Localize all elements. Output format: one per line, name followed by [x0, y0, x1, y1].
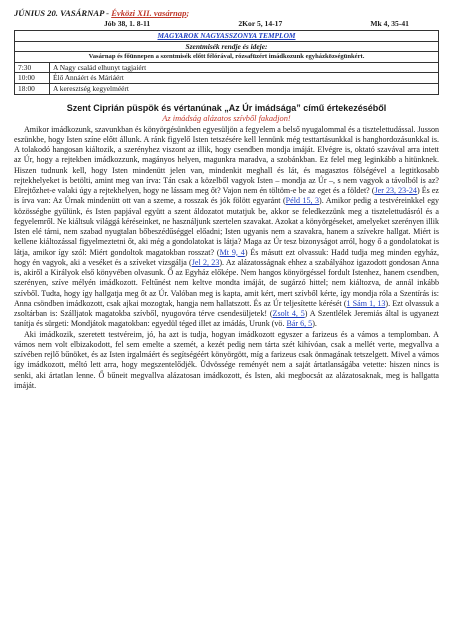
paragraph-2: Aki imádkozik, szeretett testvéreim, jó, ha azt is tudja, hogyan imádkozott egyszer a farizeus és a vámos a templomban. A vámos nem volt elbizakodott, fel sem emelte a szemét, a kezét pedig nem tárta szét kihívóan, csak a mellét verte, megvallva a szívében rejlő bűnöket, és az Isten irgalmáért és segítségéért könyörgött, míg a farizeus csak önmagának tetszelgett. Mivel a vámos így imádkozott, méltó lett arra, hogy megszentelődjék. Üdvössége reményét nem a saját ártatlanságába vetette: hiszen nincs is senki, aki ártatlan lenne. Ő bűneit megvallva alázatosan imádkozott, és Isten, aki megbocsát az alázatosaknak, meg is hallgatta imáját.	[14, 329, 439, 390]
article-body	[14, 125, 439, 392]
table-row	[15, 83, 439, 94]
paragraph-text: ) És másutt ezt olvassuk: Hadd tudja meg minden egyház, hogy én vagyok, aki a veséket és a szíveket vizsgálja (	[14, 247, 440, 267]
paragraph-1	[14, 125, 439, 330]
article-subtitle: Az imádság alázatos szívből fakadjon!	[162, 113, 291, 123]
mass-intention: A keresztség kegyelméért	[50, 83, 439, 94]
paragraph-text: ). Ezt olvassuk a zsoltárban is: Szálljatok magatokba szívből, nyugovóra térve csendesüljetek! (	[14, 298, 440, 319]
rosary-note: Vasárnap és főünnepen a szentmisék előtt félórával, rózsafüzért imádkozunk egyházközségünkért.	[15, 52, 439, 63]
paragraph-text: ). Amikor pedig a testvéreinkkel egy közösségbe gyűlünk, és Isten papjával együtt a szent áldozatot mutatjuk be, akkor se feledkezzünk meg a tisztelettudásról és a fegyelemről. Ne kiáltsuk világgá kéréseinket, ne használjunk szertelen szavakat. Azokat a könyörgéseket, amelyeket szerényen illik Isten elé tárni, nem szabad nyugtalan bőbeszédűséggel előadni; Isten ugyanis nem a szavakra, hanem a szívekre hallgat. Miért is kellene kiáltozással figyelmeztetni őt, aki még a gondolatokat is látja? Maga az Úr tesz bizonyságot arról, hogy ő a gondolatokat is látja, amikor így szól: Miért gondoltok magatokban rosszat? (	[14, 196, 440, 257]
schedule-subtitle: Szentmisék rendje és ideje:	[15, 41, 439, 52]
readings-line	[14, 19, 439, 29]
paragraph-text: ) A Szentlélek Jeremiás által is ugyanezt tanítja és sürgeti: Mondjátok magatokban: egyedül téged illet az imádás, Urunk (vö.	[14, 309, 439, 329]
date-line: JÚNIUS 20. VASÁRNAP -	[14, 8, 110, 18]
table-row	[15, 73, 439, 84]
paragraph-text: ).	[312, 319, 317, 329]
mass-time: 7:30	[15, 62, 50, 73]
scripture-reference-link[interactable]: Péld 15, 3	[285, 196, 320, 206]
paragraph-text: Amikor imádkozunk, szavunkban és könyörgésünkben egyesüljön a fegyelem a belső nyugalommal és a tisztelettudással. Jusson eszünkbe, hogy Isten színe előtt állunk. A ránk figyelő Isten tetszésére kell lennünk még testtartásunkkal is hanghordozásunkkal is. A tolakodó hangosan kiáltozik, a szerényhez viszont az illik, hogy csendben mondja imáját. Elvégre is, oktató szavával arra intett az Úr, hogy a rejtekben imádkozzunk, magányos helyen, magunkra maradva, a szobánkban. Ez felel meg leginkább a hitünknek. Hiszen tudnunk kell, hogy Isten mindenütt jelen van, mindenkit meghall és lát, és magasztos fölségével a legtitkosabb rejtekhelyeket is betölti, amint meg van írva: Tán csak a közelből vagyok Isten – mondja az Úr –, s nem vagyok a távolból is az? Elrejtőzhet-e valaki úgy a rejtekhelyen, hogy ne lássam meg őt? Vajon nem én töltöm-e be az eget és a földet? (	[14, 124, 439, 196]
liturgical-day: Évközi XII. vasárnap;	[111, 8, 190, 18]
scripture-reference-link[interactable]: Bár 6, 5	[286, 319, 313, 329]
reading-2: 2Kor 5, 14-17	[238, 19, 283, 28]
scripture-reference-link[interactable]: Mt 9, 4	[219, 247, 245, 257]
bulletin-page	[14, 8, 439, 391]
scripture-reference-link[interactable]: 1 Sám 1, 13	[346, 298, 386, 308]
church-name: MAGYAROK NAGYASSZONYA TEMPLOM	[15, 31, 439, 42]
mass-time: 10:00	[15, 73, 50, 84]
scripture-reference-link[interactable]: Jel 2, 23	[191, 257, 220, 267]
article-title: Szent Ciprián püspök és vértanúnak „Az Úr imádsága” című értekezéséből	[66, 102, 387, 113]
table-row	[15, 62, 439, 73]
header-line	[14, 8, 439, 19]
scripture-reference-link[interactable]: Zsolt 4, 5	[272, 309, 305, 319]
paragraph-text: ) És ez is írva van: Az Úrnak mindenütt ott van a szeme, a rosszak és jók fölött egyaránt (	[14, 186, 439, 206]
reading-1: Jób 38, 1. 8-11	[104, 19, 151, 28]
mass-intention: Élő Annáért és Máriáért	[50, 73, 439, 84]
mass-time: 18:00	[15, 83, 50, 94]
mass-schedule-table	[14, 30, 439, 95]
reading-3: Mk 4, 35-41	[370, 19, 409, 28]
paragraph-text: ). Az alázatosságnak ehhez a szabályához igazodott gondosan Anna is, akiről a Királyok első könyvében olvasunk. Ő az Egyház előképe. Nem hangos könyörgéssel fordult Istenhez, hanem csendben, szerényen, szíve mélyén imádkozott. Feltűnést nem keltve mondta imáját, de sugárzó hittel; nem kiáltozva, de annál inkább szívből. Tudta, hogy így hallgatja meg őt az Úr. Valóban meg is kapta, amit kért, mert szívből kérte, így mondja róla a Szentírás is: Anna csöndben imádkozott, csak ajkai mozogtak, hangja nem hallatszott. És az Úr teljesítette kérését (	[14, 257, 439, 308]
scripture-reference-link[interactable]: Jer 23, 23-24	[374, 186, 417, 196]
mass-intention: A Nagy család elhunyt tagjaiért	[50, 62, 439, 73]
